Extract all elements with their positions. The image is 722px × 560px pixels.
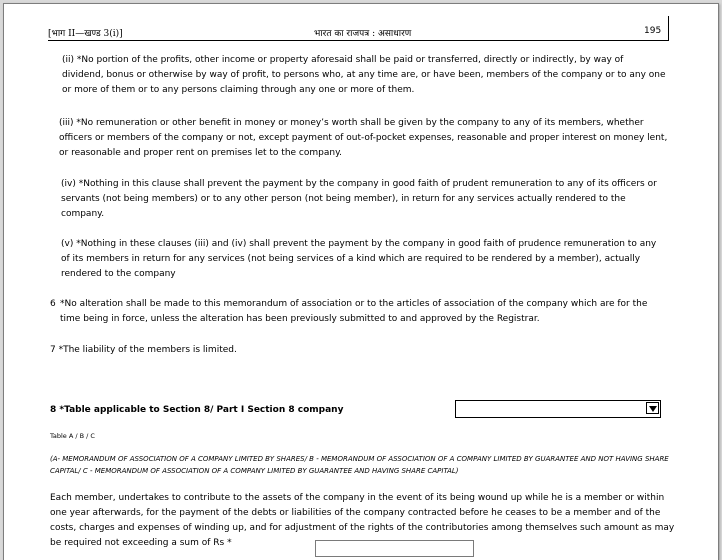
clause-iii: (iii) *No remuneration or other benefit in money or money’s worth shall be given by the company to any of its members, whether officers or members of the company or not, except payment of out-of-pocket expenses, reasonable and proper interest on money lent, or reasonable and proper rent on premises let to the company.	[59, 118, 668, 158]
header-vertical-rule	[668, 16, 669, 41]
clause-7: 7 *The liability of the members is limited.	[50, 345, 237, 355]
gazette-page	[3, 3, 719, 560]
table-applicable-label: 8 *Table applicable to Section 8/ Part I Section 8 company	[50, 405, 344, 415]
contribution-text: Each member, undertakes to contribute to the assets of the company in the event of its being wound up while he is a member or within one year afterwards, for the payment of the debts or liabilities of the company contracted before he ceases to be a member and of the costs, charges and expenses of winding up, and for adjustment of the rights of the contributories among themselves such amount as may be required not exceeding a sum of Rs *	[50, 493, 675, 548]
header-gazette-title: भारत का राजपत्र : असाधारण	[314, 29, 412, 39]
table-options-label: Table A / B / C	[50, 432, 95, 440]
clause-v: (v) *Nothing in these clauses (iii) and (iv) shall prevent the payment by the company in good faith of prudence remuneration to any of its members in return for any services (not being services of a kind which are required to be rendered by a member), actually rendered to the company	[61, 239, 657, 279]
header-divider	[48, 40, 668, 41]
clause-ii: (ii) *No portion of the profits, other income or property aforesaid shall be paid or transferred, directly or indirectly, by way of dividend, bonus or otherwise by way of profit, to persons who, at any time are, or have been, members of the company or to any one or more of them or to any persons claiming through any one or more of them.	[62, 55, 666, 95]
clause-iv: (iv) *Nothing in this clause shall prevent the payment by the company in good faith of prudent remuneration to any of its officers or servants (not being members) or to any other person (not being member), in return for any services actually rendered to the company.	[61, 179, 657, 219]
header-page-number: 195	[644, 26, 662, 36]
header-section-label: [भाग II—खण्ड 3(i)]	[48, 29, 123, 39]
table-select-dropdown[interactable]	[455, 400, 661, 418]
clause-6-number: 6	[50, 299, 56, 309]
table-options-note: (A- MEMORANDUM OF ASSOCIATION OF A COMPANY LIMITED BY SHARES/ B - MEMORANDUM OF ASSOCIATION OF A COMPANY LIMITED BY GUARANTEE AND NOT HAVING SHARE CAPITAL/ C - MEMORANDUM OF ASSOCIATION OF A COMPANY LIMITED BY GUARANTEE AND HAVING SHARE CAPITAL)	[50, 455, 669, 475]
clause-6: *No alteration shall be made to this memorandum of association or to the articles of association of the company which are for the time being in force, unless the alteration has been previously submitted to and approved by the Registrar.	[60, 299, 648, 324]
chevron-down-icon[interactable]	[646, 402, 659, 414]
contribution-amount-input[interactable]	[315, 540, 474, 557]
